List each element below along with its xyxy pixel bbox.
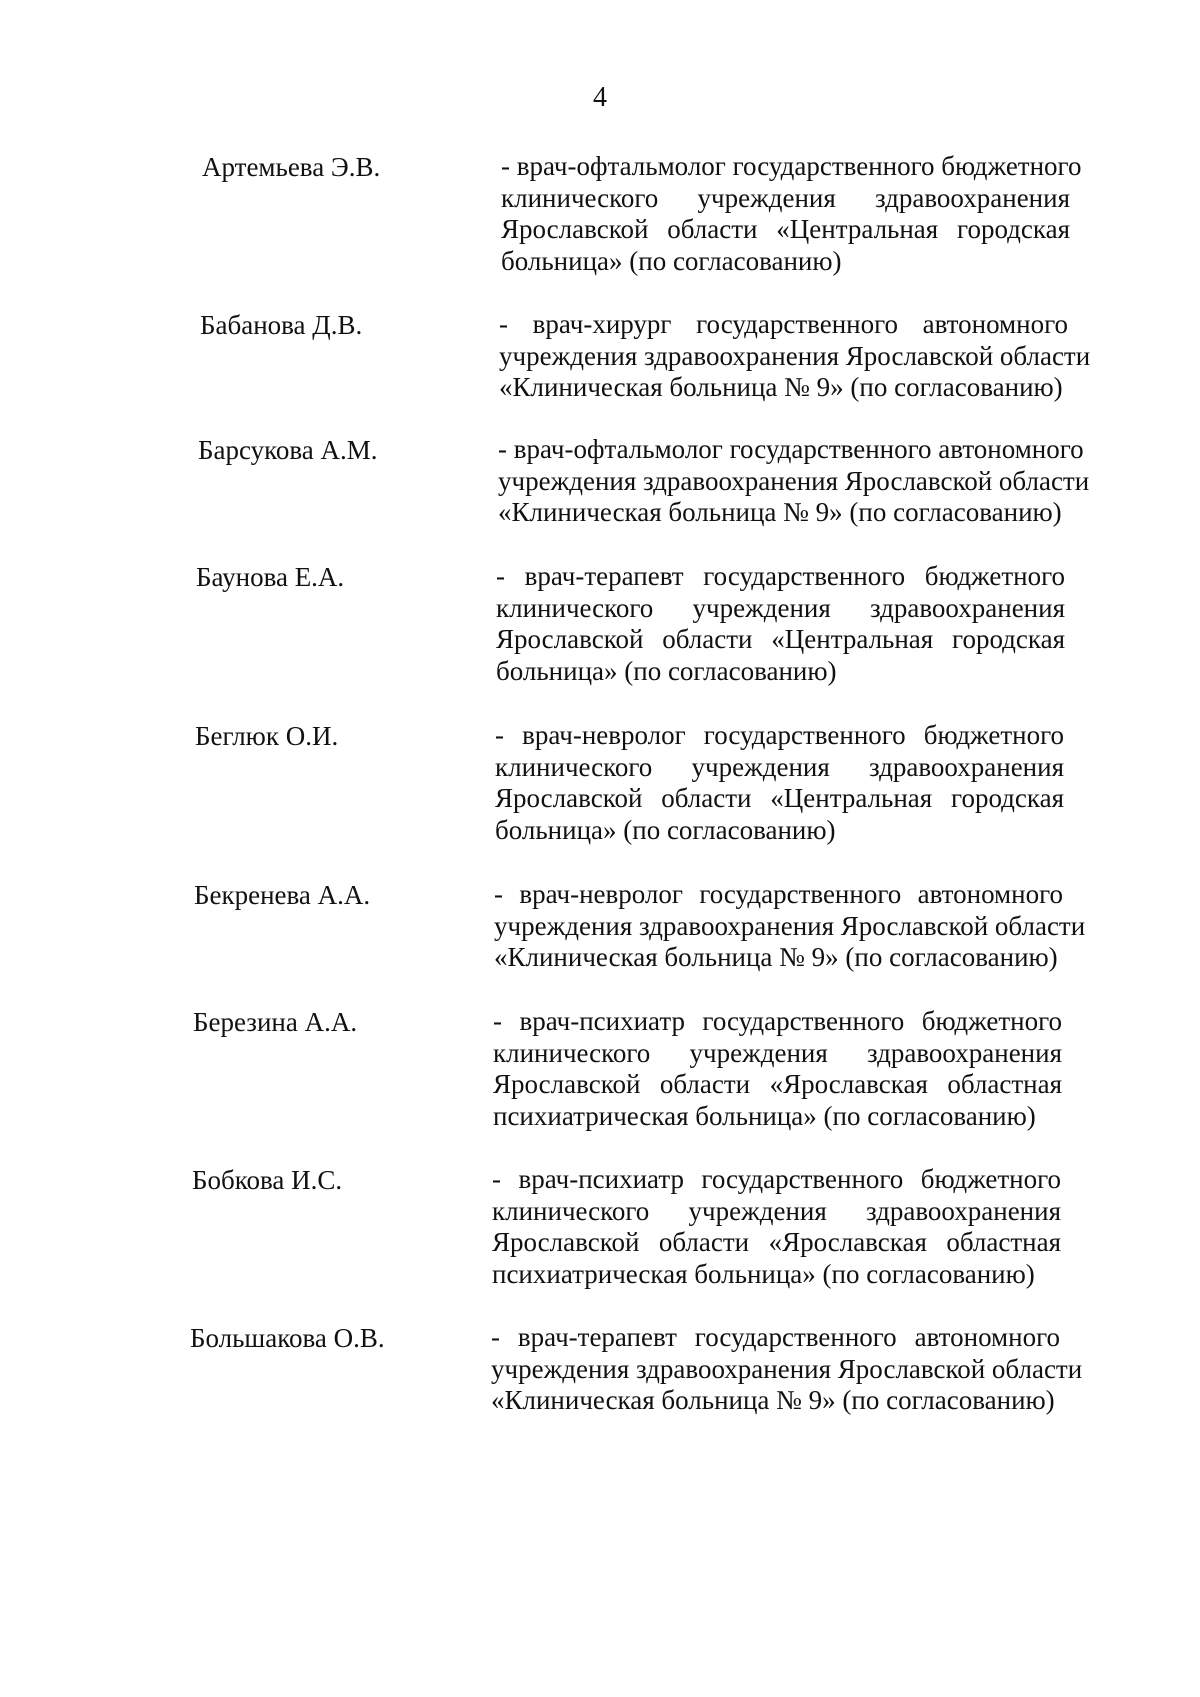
position-line: - врач-невролог государственного бюджетного xyxy=(495,720,1064,750)
member-name: Бобкова И.С. xyxy=(192,1165,343,1195)
position-line: - врач-офтальмолог государственного автономного xyxy=(498,434,1084,464)
position-line: учреждения здравоохранения Ярославской области xyxy=(491,1353,1083,1384)
position-line: клинического учреждения здравоохранения xyxy=(493,1037,1062,1068)
position-line: - врач-терапевт государственного автономного xyxy=(491,1322,1060,1352)
position-line: Ярославской области «Центральная городская xyxy=(501,214,1070,244)
position-line: Ярославской области «Центральная городская xyxy=(495,783,1064,813)
position-line: - врач-хирург государственного автономного xyxy=(499,309,1068,339)
position-line: Ярославской области «Центральная городская xyxy=(496,624,1065,654)
position-line: Ярославской области «Ярославская областная xyxy=(493,1069,1062,1099)
member-name: Большакова О.В. xyxy=(190,1323,385,1353)
member-position xyxy=(491,1322,1083,1417)
position-line: Ярославской области «Ярославская областная xyxy=(492,1227,1061,1257)
position-line: - врач-офтальмолог государственного бюджетного xyxy=(501,151,1082,181)
member-position xyxy=(496,561,1065,687)
position-line: психиатрическая больница» (по согласованию) xyxy=(492,1258,1035,1289)
member-position xyxy=(492,1164,1061,1290)
position-line: «Клиническая больница № 9» (по согласованию) xyxy=(494,942,1058,972)
member-position xyxy=(499,309,1091,404)
position-line: «Клиническая больница № 9» (по согласованию) xyxy=(499,372,1063,402)
position-line: больница» (по согласованию) xyxy=(495,814,836,845)
member-name: Артемьева Э.В. xyxy=(202,152,381,182)
position-line: - врач-психиатр государственного бюджетного xyxy=(493,1006,1062,1036)
position-line: - врач-терапевт государственного бюджетного xyxy=(496,561,1065,591)
position-line: - врач-психиатр государственного бюджетного xyxy=(492,1164,1061,1194)
position-line: клинического учреждения здравоохранения xyxy=(492,1195,1061,1226)
position-line: клинического учреждения здравоохранения xyxy=(501,182,1070,213)
member-name: Бабанова Д.В. xyxy=(200,310,363,340)
member-position xyxy=(501,151,1082,277)
position-line: «Клиническая больница № 9» (по согласованию) xyxy=(498,497,1062,527)
member-position xyxy=(495,720,1064,846)
member-position xyxy=(498,434,1090,529)
member-name: Бекренева А.А. xyxy=(194,880,371,910)
page-number: 4 xyxy=(593,82,607,113)
position-line: больница» (по согласованию) xyxy=(496,655,837,686)
position-line: клинического учреждения здравоохранения xyxy=(495,751,1064,782)
member-name: Березина А.А. xyxy=(193,1007,358,1037)
position-line: учреждения здравоохранения Ярославской области xyxy=(499,340,1091,371)
member-position xyxy=(493,1006,1062,1132)
position-line: психиатрическая больница» (по согласованию) xyxy=(493,1100,1036,1131)
member-name: Баунова Е.А. xyxy=(196,562,345,592)
member-name: Барсукова А.М. xyxy=(198,435,378,465)
position-line: «Клиническая больница № 9» (по согласованию) xyxy=(491,1385,1055,1415)
member-name: Беглюк О.И. xyxy=(195,721,339,751)
position-line: учреждения здравоохранения Ярославской области xyxy=(498,465,1090,496)
member-position xyxy=(494,879,1086,974)
position-line: учреждения здравоохранения Ярославской области xyxy=(494,910,1086,941)
position-line: - врач-невролог государственного автономного xyxy=(494,879,1063,909)
position-line: клинического учреждения здравоохранения xyxy=(496,592,1065,623)
position-line: больница» (по согласованию) xyxy=(501,245,842,276)
